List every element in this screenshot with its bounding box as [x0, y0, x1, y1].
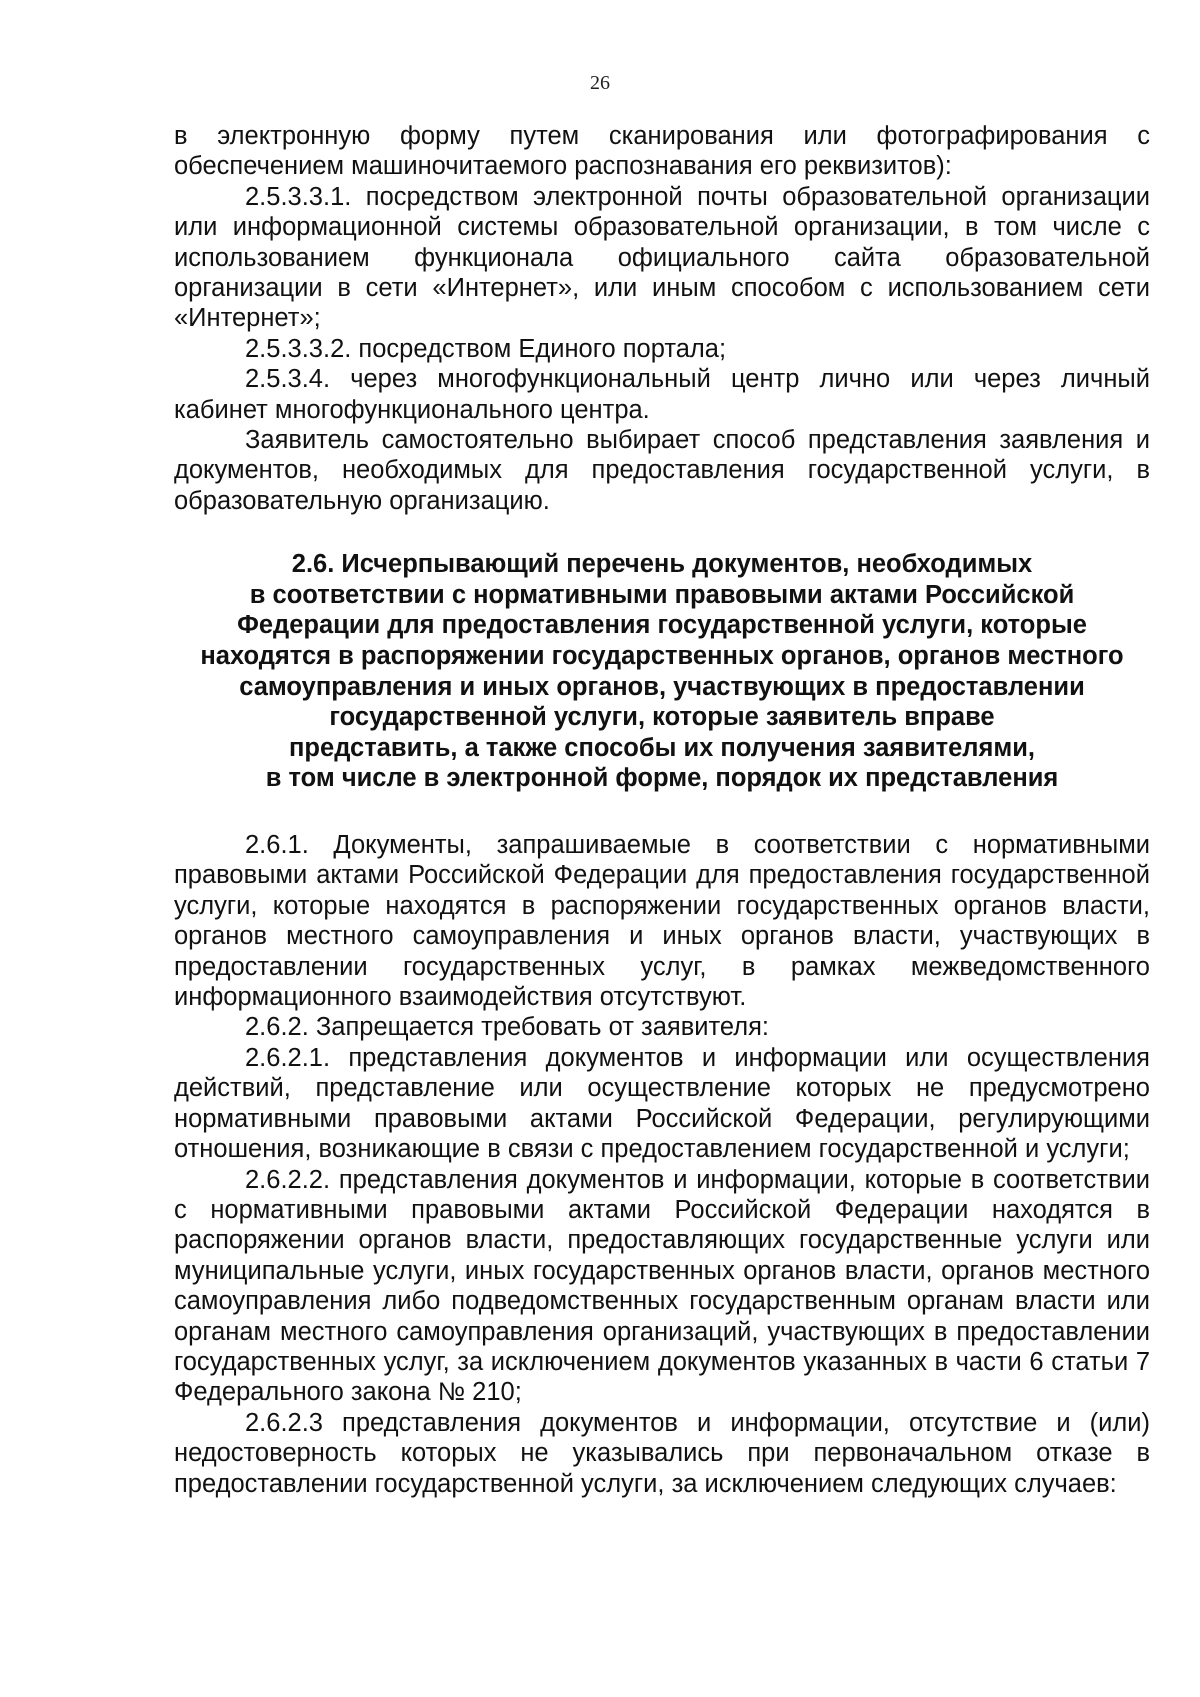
heading-line: находятся в распоряжении государственных органов, органов местного [200, 642, 1124, 671]
heading-line: государственной услуги, которые заявитель вправе [329, 703, 995, 732]
heading-line: в соответствии с нормативными правовыми актами Российской [249, 580, 1075, 609]
paragraph-2-6-2-2: 2.6.2.2. представления документов и информации, которые в соответствии с нормативными правовыми актами Российской Федерации находятся в распоряжении органов власти, предоставляющих государственные услуги или муниципальные услуги, иных государственных органов власти, органов местного самоуправления либо подведомственных государственным органам власти или органам местного самоуправления организаций, участвующих в предоставлении государственных услуг, за исключением документов указанных в части 6 статьи 7 Федерального закона № 210; [174, 1165, 1150, 1407]
paragraph-2-5-3-3-1: 2.5.3.3.1. посредством электронной почты образовательной организации или информационной системы образовательной организации, в том числе с использованием функционала официального сайта образовательной организации в сети «Интернет», или иным способом с использованием сети «Интернет»; [174, 182, 1150, 333]
document-body [174, 121, 1150, 1499]
heading-line: представить, а также способы их получения заявителями, [289, 733, 1035, 762]
paragraph-2-6-2-3: 2.6.2.3 представления документов и информации, отсутствие и (или) недостоверность которых не указывались при первоначальном отказе в предоставлении государственной услуги, за исключением следующих случаев: [174, 1408, 1150, 1498]
heading-line: самоуправления и иных органов, участвующих в предоставлении [239, 672, 1085, 701]
paragraph-continuation: в электронную форму путем сканирования или фотографирования с обеспечением машиночитаемого распознавания его реквизитов): [174, 122, 1150, 181]
paragraph-2-6-2-1: 2.6.2.1. представления документов и информации или осуществления действий, представление или осуществление которых не предусмотрено нормативными правовыми актами Российской Федерации, регулирующими отношения, возникающие в связи с предоставлением государственной и услуги; [174, 1043, 1150, 1164]
page-number: 26 [590, 72, 610, 94]
heading-line: в том числе в электронной форме, порядок их представления [265, 764, 1059, 793]
paragraph-2-6-1: 2.6.1. Документы, запрашиваемые в соответствии с нормативными правовыми актами Российской Федерации для предоставления государственной услуги, которые находятся в распоряжении государственных органов власти, органов местного самоуправления и иных органов власти, участвующих в предоставлении государственных услуг, в рамках межведомственного информационного взаимодействия отсутствуют. [174, 831, 1150, 1012]
paragraph-2-5-3-4: 2.5.3.4. через многофункциональный центр лично или через личный кабинет многофункционального центра. [174, 365, 1150, 424]
heading-line: Федерации для предоставления государственной услуги, которые [237, 611, 1087, 640]
paragraph-2-5-3-3-2: 2.5.3.3.2. посредством Единого портала; [245, 334, 727, 363]
paragraph-applicant-choice: Заявитель самостоятельно выбирает способ представления заявления и документов, необходимых для предоставления государственной услуги, в образовательную организацию. [174, 426, 1150, 515]
paragraph-2-6-2: 2.6.2. Запрещается требовать от заявителя: [245, 1013, 770, 1042]
section-heading-2-6 [174, 549, 1150, 794]
heading-line: 2.6. Исчерпывающий перечень документов, необходимых [291, 550, 1033, 579]
